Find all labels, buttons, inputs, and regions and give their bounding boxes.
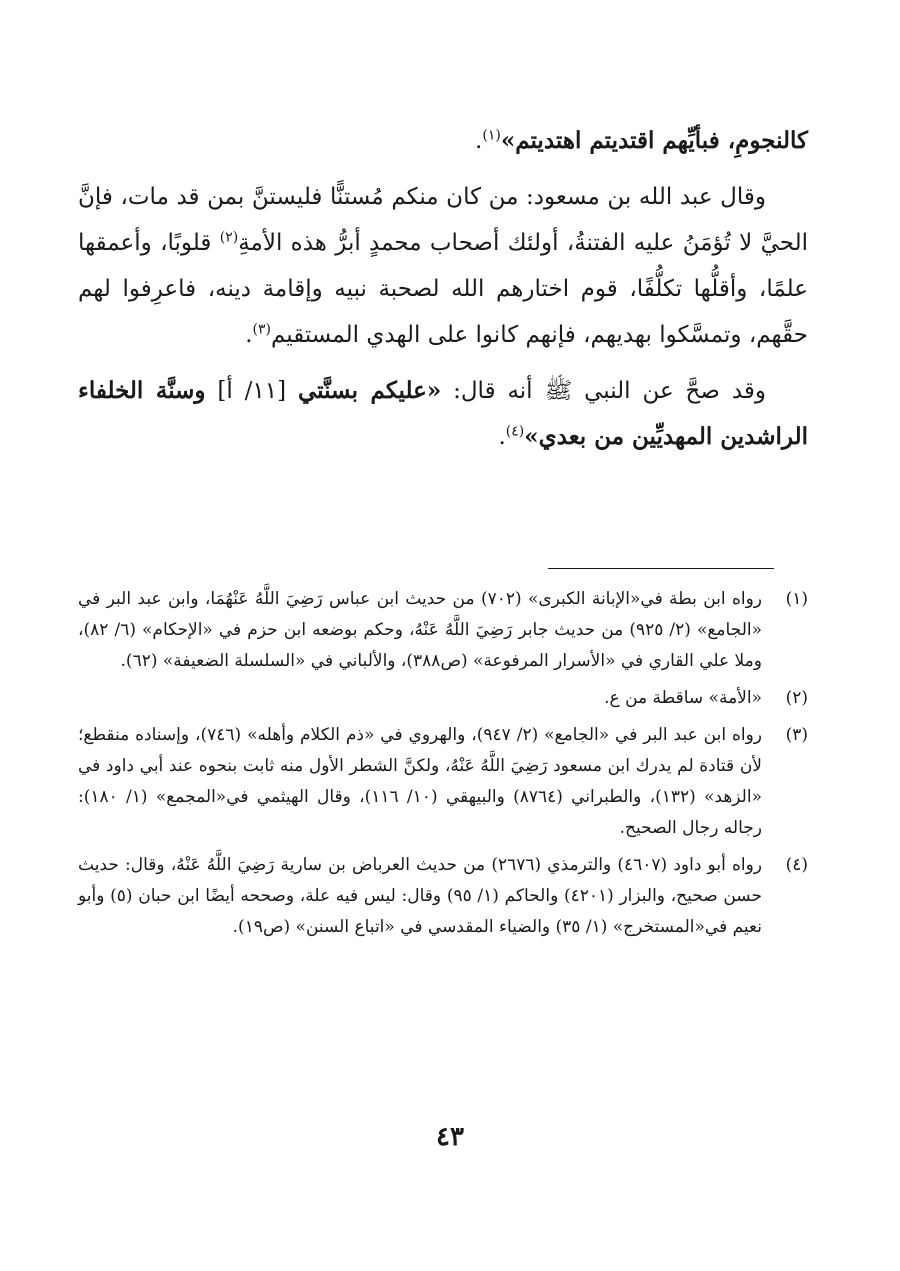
footnote-item [78,683,808,714]
footnote-ref-1[interactable]: (١) [482,127,501,144]
footnote-ref-3[interactable]: (٣) [252,321,271,338]
paragraph-ibn-masud: وقال عبد الله بن مسعود: من كان منكم مُستنًّا فليستنَّ بمن قد مات، فإنَّ الحيَّ لا تُؤمَنُ عليه الفتنةُ، أولئك أصحاب محمدٍ أبرُّ هذه الأمةِ$^{(٢)}$ قلوبًا، وأعمقها علمًا، وأقلُّها تكلُّفًا، قوم اختارهم الله لصحبة نبيه وإقامة دينه، فاعرِفوا لهم حقَّهم، وتمسَّكوا بهديهم، فإنهم كانوا على الهدي المستقيم$^{(٣)}$. [78,184,808,348]
footnote-ref-4[interactable]: (٤) [505,423,525,440]
hadith-text-bold-cont: وسنَّة الخلفاء الراشدين المهديِّين من بعدي» [78,377,808,450]
main-text [78,118,808,460]
footnote-item [78,584,808,677]
footnote-number: (٤) [785,855,808,875]
page-body [78,118,808,470]
footnotes [78,584,808,949]
footnote-number: (١) [785,589,808,609]
footnote-separator [548,568,774,569]
footnote-text: «الأمة» ساقطة من ع. [604,688,762,708]
paragraph-text: وقد صحَّ عن النبي ﷺ أنه قال: [441,378,766,404]
hadith-text-bold: «عليكم بسنَّتي [298,377,442,404]
footnote-text: رواه أبو داود (٤٦٠٧) والترمذي (٢٦٧٦) من حديث العرباض بن سارية رَضِيَ اللَّهُ عَنْهُ، وقال: حديث حسن صحيح، والبزار (٤٢٠١) والحاكم (١/ ٩٥) وقال: ليس فيه علة، وصححه أيضًا ابن حبان (٥) وأبو نعيم في«المستخرج» (١/ ٣٥) والضياء المقدسي في «اتباع السنن» (ص١٩). [78,855,762,937]
footnote-number: (٣) [785,725,808,745]
footnote-ref-2[interactable]: (٢) [219,229,239,246]
paragraph-text: وقال عبد الله بن مسعود: من كان منكم مُستنًّا فليستنَّ بمن قد مات، فإنَّ الحيَّ لا تُؤمَنُ عليه الفتنةُ، أولئك أصحاب محمدٍ أبرُّ هذه الأمةِ [78,184,808,256]
paragraph-text-cont: قلوبًا، وأعمقها علمًا، وأقلُّها تكلُّفًا، قوم اختارهم الله لصحبة نبيه وإقامة دينه، فاعرِفوا لهم حقَّهم، وتمسَّكوا بهديهم، فإنهم كانوا على الهدي المستقيم [78,230,808,348]
hadith-text: كالنجومِ، فبأيِّهم اقتديتم اهتديتم» [500,127,808,154]
manuscript-folio-marker: [١١/ أ] [205,378,298,404]
footnote-item [78,850,808,943]
paragraph-sunnah-hadith: وقد صحَّ عن النبي ﷺ أنه قال: «عليكم بسنَّتي [١١/ أ] وسنَّة الخلفاء الراشدين المهديِّين من بعدي»$^{(٤)}$. [78,377,808,450]
footnote-text: رواه ابن بطة في«الإبانة الكبرى» (٧٠٢) من حديث ابن عباس رَضِيَ اللَّهُ عَنْهُمَا، وابن عبد البر في «الجامع» (٢/ ٩٢٥) من حديث جابر رَضِيَ اللَّهُ عَنْهُ، وحكم بوضعه ابن حزم في «الإحكام» (٦/ ٨٢)، وملا علي القاري في «الأسرار المرفوعة» (ص٣٨٨)، والألباني في «السلسلة الضعيفة» (٦٢). [78,589,762,671]
page-number: ٤٣ [436,1122,464,1152]
footnote-number: (٢) [785,688,808,708]
paragraph-hadith-end: كالنجومِ، فبأيِّهم اقتديتم اهتديتم»$^{(١)}$. [475,127,808,154]
footnote-item [78,720,808,844]
footnote-text: رواه ابن عبد البر في «الجامع» (٢/ ٩٤٧)، والهروي في «ذم الكلام وأهله» (٧٤٦)، وإسناده منقطع؛ لأن قتادة لم يدرك ابن مسعود رَضِيَ اللَّهُ عَنْهُ، ولكنَّ الشطر الأول منه ثابت بنحوه عند أبي داود في «الزهد» (١٣٢)، والطبراني (٨٧٦٤) والبيهقي (١٠/ ١١٦)، وقال الهيثمي في«المجمع» (١/ ١٨٠): رجاله رجال الصحيح. [78,725,763,838]
